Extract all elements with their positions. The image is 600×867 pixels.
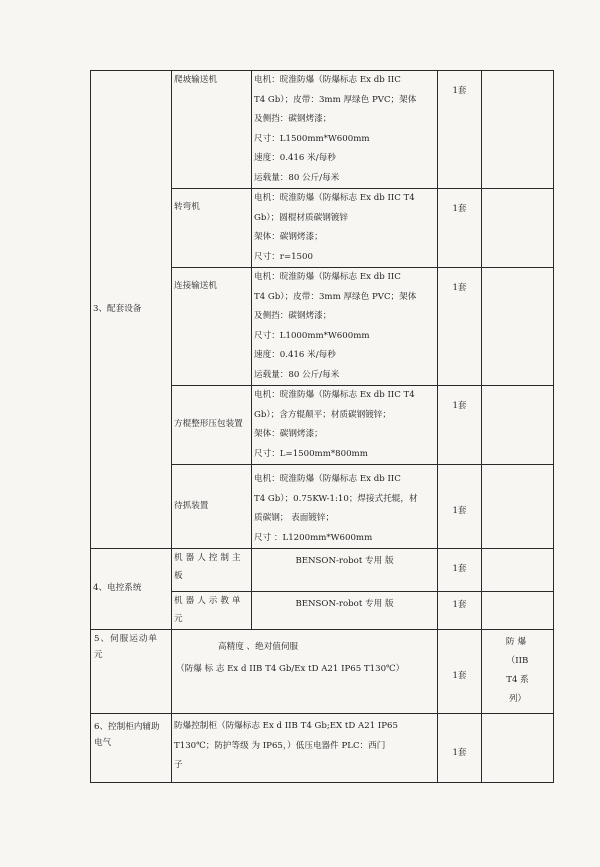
item-note	[482, 592, 554, 630]
item-name: 连接输送机	[172, 268, 252, 386]
item-description: 电机：晥淮防爆（防爆标志 Ex db IIC T4 Gb）；含方辊颠平；材质碳钢镀锌； 架体：碳钢烤漆； 尺寸：L=1500mm*800mm	[252, 386, 438, 465]
equipment-spec-table	[90, 70, 554, 783]
item-quantity: 1套	[438, 386, 482, 465]
item-note	[482, 465, 554, 549]
item-quantity: 1套	[438, 630, 482, 714]
item-quantity: 1套	[438, 592, 482, 630]
item-description: 电机：晥淮防爆（防爆标志 Ex db IIC T4 Gb）；皮带：3mm 厚绿色 PVC；架体 及侧挡：碳钢烤漆； 尺寸：L1500mm*W600mm 速度：0.416 米/每秒 运载量：80 公斤/每米	[252, 71, 438, 189]
item-description: 电机：晥淮防爆（防爆标志 Ex db IIC T4 Gb）；0.75KW-1:10；焊接式托辊，材 质碳钢； 表面镀锌； 尺寸 ：L1200mm*W600mm	[252, 465, 438, 549]
category-cell: 6、控制柜内辅助 电气	[91, 714, 172, 783]
item-description: 防爆控制柜（防爆标志 Ex d IIB T4 Gb;EX tD A21 IP65 T130℃；防护等级 为 IP65，）低压电器件 PLC：西门 子	[172, 714, 438, 783]
table-row	[91, 630, 554, 714]
item-note	[482, 549, 554, 592]
item-name: 机器人控制主 板	[172, 549, 252, 592]
item-name: 机器人示教单 元	[172, 592, 252, 630]
item-description: 高精度 、绝对值伺服 （防爆 标 志 Ex d IIB T4 Gb/Ex tD A21 IP65 T130℃）	[172, 630, 438, 714]
item-quantity: 1套	[438, 714, 482, 783]
item-note	[482, 71, 554, 189]
item-note	[482, 189, 554, 268]
item-quantity: 1套	[438, 465, 482, 549]
item-quantity: 1套	[438, 549, 482, 592]
item-name: 方棍整形压包装置	[172, 386, 252, 465]
item-note	[482, 386, 554, 465]
item-description: 电机：晥淮防爆（防爆标志 Ex db IIC T4 Gb）；圆棍材质碳钢镀锌 架体：碳钢烤漆； 尺寸：r=1500	[252, 189, 438, 268]
item-quantity: 1套	[438, 268, 482, 386]
item-description: BENSON-robot 专用 版	[252, 592, 438, 630]
item-name: 待抓装置	[172, 465, 252, 549]
item-quantity: 1套	[438, 71, 482, 189]
table-row	[91, 71, 554, 189]
item-description: 电机：晥淮防爆（防爆标志 Ex db IIC T4 Gb）；皮带：3mm 厚绿色 PVC；架体 及侧挡：碳钢烤漆； 尺寸：L1000mm*W600mm 速度：0.416 米/每秒 运载量：80 公斤/每米	[252, 268, 438, 386]
item-note	[482, 268, 554, 386]
item-quantity: 1套	[438, 189, 482, 268]
category-cell: 3、配套设备	[91, 71, 172, 549]
category-cell: 4、电控系统	[91, 549, 172, 630]
item-note	[482, 714, 554, 783]
item-name: 转弯机	[172, 189, 252, 268]
item-description: BENSON-robot 专用 版	[252, 549, 438, 592]
table-row	[91, 549, 554, 592]
item-note: 防爆 （IIB T4 系 列）	[482, 630, 554, 714]
item-name: 爬坡输送机	[172, 71, 252, 189]
table-row	[91, 714, 554, 783]
category-cell: 5、伺服运动单 元	[91, 630, 172, 714]
